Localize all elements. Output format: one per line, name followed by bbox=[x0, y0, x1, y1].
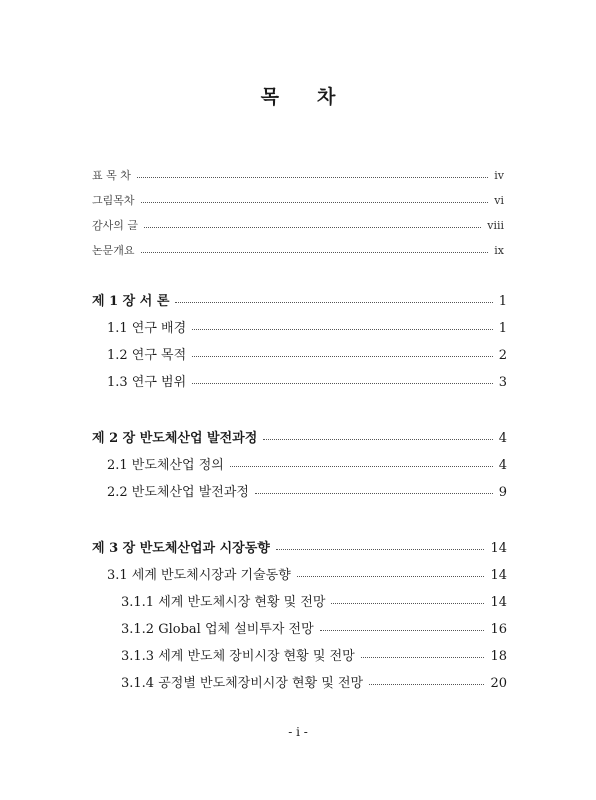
toc-page: 14 bbox=[490, 595, 507, 610]
toc-page: 16 bbox=[490, 622, 507, 637]
leader-dots bbox=[255, 492, 493, 494]
leader-dots bbox=[263, 438, 492, 440]
toc-subsection bbox=[121, 618, 507, 637]
toc-page: 4 bbox=[498, 431, 507, 446]
toc-label: 2.1 반도체산업 정의 bbox=[107, 458, 224, 473]
toc-label: 2.2 반도체산업 발전과정 bbox=[107, 485, 249, 500]
toc-section bbox=[107, 317, 507, 336]
toc-page: ⅵ bbox=[494, 194, 504, 207]
toc-chapter bbox=[92, 537, 507, 556]
toc-section bbox=[107, 454, 507, 473]
toc-label: 1.2 연구 목적 bbox=[107, 348, 187, 363]
toc-chapter bbox=[92, 290, 507, 309]
toc-page: 4 bbox=[498, 458, 507, 473]
toc-label: 제 2 장 반도체산업 발전과정 bbox=[92, 431, 258, 446]
toc-front-item bbox=[92, 192, 504, 208]
leader-dots bbox=[369, 683, 484, 685]
toc-label: 표 목 차 bbox=[92, 169, 131, 182]
leader-dots bbox=[276, 548, 485, 550]
toc-front-item bbox=[92, 217, 504, 233]
leader-dots bbox=[137, 176, 488, 178]
toc-subsection bbox=[121, 672, 507, 691]
toc-label: 제 1 장 서 론 bbox=[92, 294, 170, 309]
toc-front-item bbox=[92, 167, 504, 183]
toc-page: 1 bbox=[498, 294, 507, 309]
toc-label: 그림목차 bbox=[92, 194, 135, 207]
toc-section bbox=[107, 481, 507, 500]
toc-page: ⅳ bbox=[494, 169, 504, 182]
leader-dots bbox=[141, 251, 489, 253]
toc-chapter bbox=[92, 427, 507, 446]
toc-section bbox=[107, 564, 507, 583]
toc-label: 3.1.3 세계 반도체 장비시장 현황 및 전망 bbox=[121, 649, 355, 664]
page-number: - i - bbox=[288, 725, 308, 739]
title-part-1: 목 bbox=[260, 86, 279, 108]
toc-page: 2 bbox=[498, 348, 507, 363]
toc-label: 3.1.2 Global 업체 설비투자 전망 bbox=[121, 622, 314, 637]
toc-page: 18 bbox=[490, 649, 507, 664]
toc-subsection bbox=[121, 591, 507, 610]
toc-label: 논문개요 bbox=[92, 244, 135, 257]
leader-dots bbox=[192, 355, 493, 357]
toc-label: 1.3 연구 범위 bbox=[107, 375, 187, 390]
leader-dots bbox=[144, 226, 481, 228]
toc-page: 3 bbox=[498, 375, 507, 390]
toc-front-item bbox=[92, 242, 504, 258]
toc-page: 14 bbox=[490, 541, 507, 556]
toc-label: 3.1.4 공정별 반도체장비시장 현황 및 전망 bbox=[121, 676, 364, 691]
toc-section bbox=[107, 371, 507, 390]
toc-page: 20 bbox=[490, 676, 507, 691]
toc-label: 3.1 세계 반도체시장과 기술동향 bbox=[107, 568, 291, 583]
toc-label: 1.1 연구 배경 bbox=[107, 321, 187, 336]
page-title bbox=[0, 82, 596, 109]
leader-dots bbox=[192, 382, 493, 384]
toc-page: ⅸ bbox=[494, 244, 504, 257]
leader-dots bbox=[361, 656, 485, 658]
leader-dots bbox=[192, 328, 493, 330]
leader-dots bbox=[175, 301, 492, 303]
leader-dots bbox=[141, 201, 489, 203]
toc-page: 9 bbox=[498, 485, 507, 500]
toc-label: 감사의 글 bbox=[92, 219, 139, 232]
toc-label: 3.1.1 세계 반도체시장 현황 및 전망 bbox=[121, 595, 326, 610]
leader-dots bbox=[331, 602, 484, 604]
leader-dots bbox=[320, 629, 485, 631]
toc-subsection bbox=[121, 645, 507, 664]
toc-label: 제 3 장 반도체산업과 시장동향 bbox=[92, 541, 270, 556]
leader-dots bbox=[297, 575, 485, 577]
title-part-2: 차 bbox=[317, 86, 336, 108]
toc-page: 14 bbox=[490, 568, 507, 583]
toc-page: ⅷ bbox=[487, 219, 504, 232]
toc-section bbox=[107, 344, 507, 363]
toc-page: 1 bbox=[498, 321, 507, 336]
leader-dots bbox=[230, 465, 493, 467]
